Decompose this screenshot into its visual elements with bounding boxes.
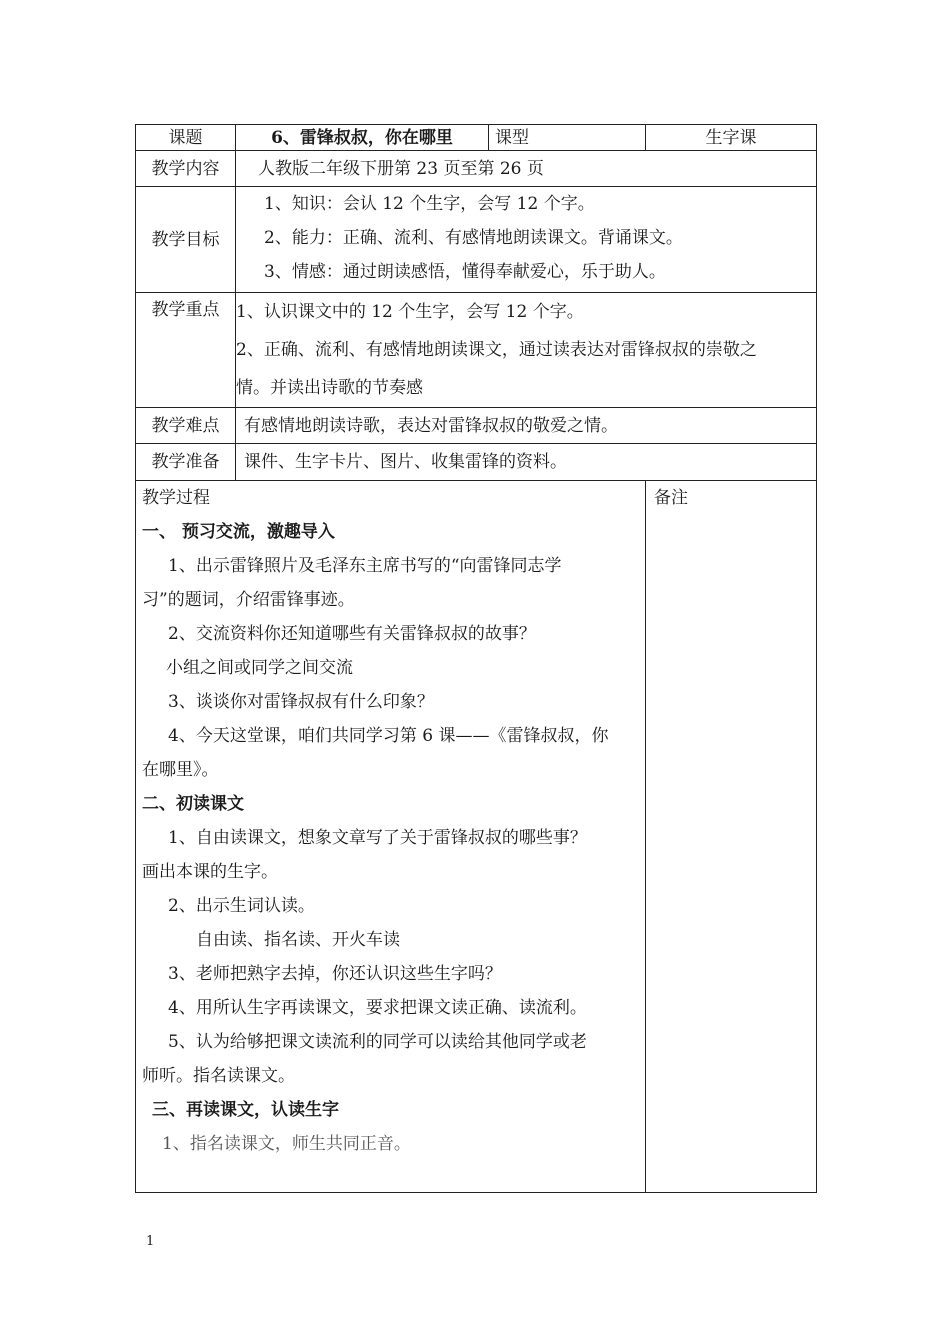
difficulty-value: 有感情地朗读诗歌，表达对雷锋叔叔的敬爱之情。: [236, 408, 817, 444]
process-line: 3、谈谈你对雷锋叔叔有什么印象？: [168, 692, 434, 712]
focus-line: 1、认识课文中的 12 个生字，会写 12 个字。: [236, 302, 584, 322]
goals-label: 教学目标: [136, 187, 236, 293]
prep-label: 教学准备: [136, 444, 236, 481]
focus-line: 2、正确、流利、有感情地朗读课文，通过读表达对雷锋叔叔的崇敬之: [236, 340, 757, 360]
focus-line: 情。并读出诗歌的节奏感: [236, 378, 423, 398]
process-line: 小组之间或同学之间交流: [166, 658, 353, 678]
process-line: 画出本课的生字。: [142, 862, 278, 882]
prep-value: 课件、生字卡片、图片、收集雷锋的资料。: [236, 444, 817, 481]
goal-item: 2、能力：正确、流利、有感情地朗读课文。背诵课文。: [264, 228, 683, 248]
content-label: 教学内容: [136, 151, 236, 187]
section-heading: 一、 预习交流，激趣导入: [142, 522, 335, 542]
notes-label: 备注: [654, 488, 688, 508]
type-value: 生字课: [646, 125, 817, 151]
focus-label: 教学重点: [136, 293, 236, 408]
process-line: 习”的题词，介绍雷锋事迹。: [142, 590, 355, 610]
process-line: 4、今天这堂课，咱们共同学习第 6 课——《雷锋叔叔，你: [168, 726, 609, 746]
process-cell: [136, 481, 646, 1193]
process-line: 在哪里》。: [142, 760, 219, 780]
process-line: 2、交流资料你还知道哪些有关雷锋叔叔的故事？: [168, 624, 536, 644]
content-value: 人教版二年级下册第 23 页至第 26 页: [236, 151, 817, 187]
goal-item: 3、情感：通过朗读感悟，懂得奉献爱心，乐于助人。: [264, 262, 666, 282]
goals-list: [236, 187, 817, 293]
topic-label: 课题: [136, 125, 236, 151]
process-line: 4、用所认生字再读课文，要求把课文读正确、读流利。: [168, 998, 587, 1018]
page-number: 1: [146, 1234, 155, 1249]
section-heading: 二、初读课文: [142, 794, 244, 814]
process-line: 2、出示生词认读。: [168, 896, 315, 916]
lesson-plan-table: [135, 124, 817, 1193]
process-line: 3、老师把熟字去掉，你还认识这些生字吗？: [168, 964, 502, 984]
section-heading: 三、再读课文，认读生字: [152, 1100, 339, 1120]
process-label: 教学过程: [142, 488, 210, 508]
process-line: 师听。指名读课文。: [142, 1066, 295, 1086]
process-line: 1、自由读课文，想象文章写了关于雷锋叔叔的哪些事？: [168, 828, 587, 848]
process-line: 1、指名读课文，师生共同正音。: [162, 1134, 411, 1154]
process-line: 自由读、指名读、开火车读: [196, 930, 400, 950]
difficulty-label: 教学难点: [136, 408, 236, 444]
type-label: 课型: [489, 125, 646, 151]
goal-item: 1、知识：会认 12 个生字，会写 12 个字。: [264, 194, 595, 214]
focus-text: [236, 293, 817, 408]
process-line: 5、认为给够把课文读流利的同学可以读给其他同学或老: [168, 1032, 587, 1052]
notes-cell: [646, 481, 817, 1193]
topic-value: 6、雷锋叔叔，你在哪里: [236, 125, 489, 151]
process-line: 1、出示雷锋照片及毛泽东主席书写的“向雷锋同志学: [168, 556, 562, 576]
